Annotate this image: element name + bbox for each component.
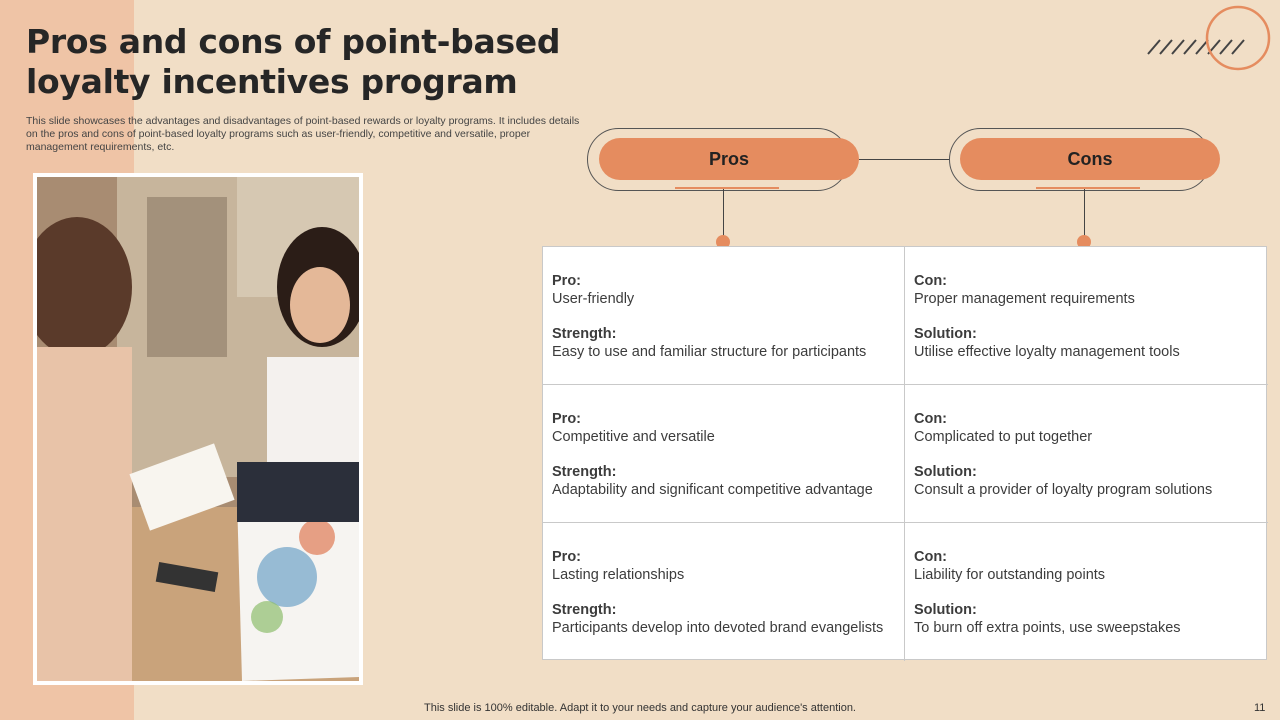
pros-header: Pros [599,138,859,180]
pro-value: Lasting relationships [552,567,685,583]
cons-header-underline [1036,187,1140,189]
con-cell-1 [905,247,1268,385]
strength-label: Strength: [552,602,617,618]
page-number: 11 [1254,702,1266,714]
solution-value: Consult a provider of loyalty program solutions [914,482,1213,498]
strength-value: Participants develop into devoted brand evangelists [552,620,884,636]
pro-label: Pro: [552,549,581,565]
pro-cell-1 [543,247,905,385]
slide-title: Pros and cons of point-based loyalty incentives program [26,22,561,101]
solution-value: Utilise effective loyalty management tools [914,344,1180,360]
solution-value: To burn off extra points, use sweepstakes [914,620,1181,636]
cons-connector [1084,189,1085,241]
con-cell-3 [905,523,1268,661]
slide-subtitle: This slide showcases the advantages and disadvantages of point-based rewards or loyalty programs. It includes details on the pros and cons of point-based loyalty programs such as user-friendly, competitive and versatile, proper management requirements, etc. [26,115,580,153]
office-meeting-photo [37,177,359,681]
pro-label: Pro: [552,411,581,427]
pro-value: Competitive and versatile [552,429,715,445]
decorative-circle [1204,4,1272,72]
pros-connector [723,189,724,241]
con-value: Proper management requirements [914,291,1135,307]
strength-value: Adaptability and significant competitive advantage [552,482,873,498]
pro-value: User-friendly [552,291,635,307]
pro-label: Pro: [552,273,581,289]
strength-label: Strength: [552,464,617,480]
con-cell-2 [905,385,1268,523]
con-value: Liability for outstanding points [914,567,1106,583]
header-link-line [859,159,949,160]
footer-note: This slide is 100% editable. Adapt it to your needs and capture your audience's attention. [424,702,856,714]
pros-header-underline [675,187,779,189]
solution-label: Solution: [914,464,977,480]
con-label: Con: [914,549,948,565]
solution-label: Solution: [914,326,977,342]
con-label: Con: [914,411,948,427]
con-label: Con: [914,273,948,289]
solution-label: Solution: [914,602,977,618]
strength-label: Strength: [552,326,617,342]
photo-frame [33,173,363,685]
con-value: Complicated to put together [914,429,1093,445]
pros-cons-table [542,246,1267,660]
pro-cell-3 [543,523,905,661]
pro-cell-2 [543,385,905,523]
strength-value: Easy to use and familiar structure for participants [552,344,867,360]
cons-header: Cons [960,138,1220,180]
